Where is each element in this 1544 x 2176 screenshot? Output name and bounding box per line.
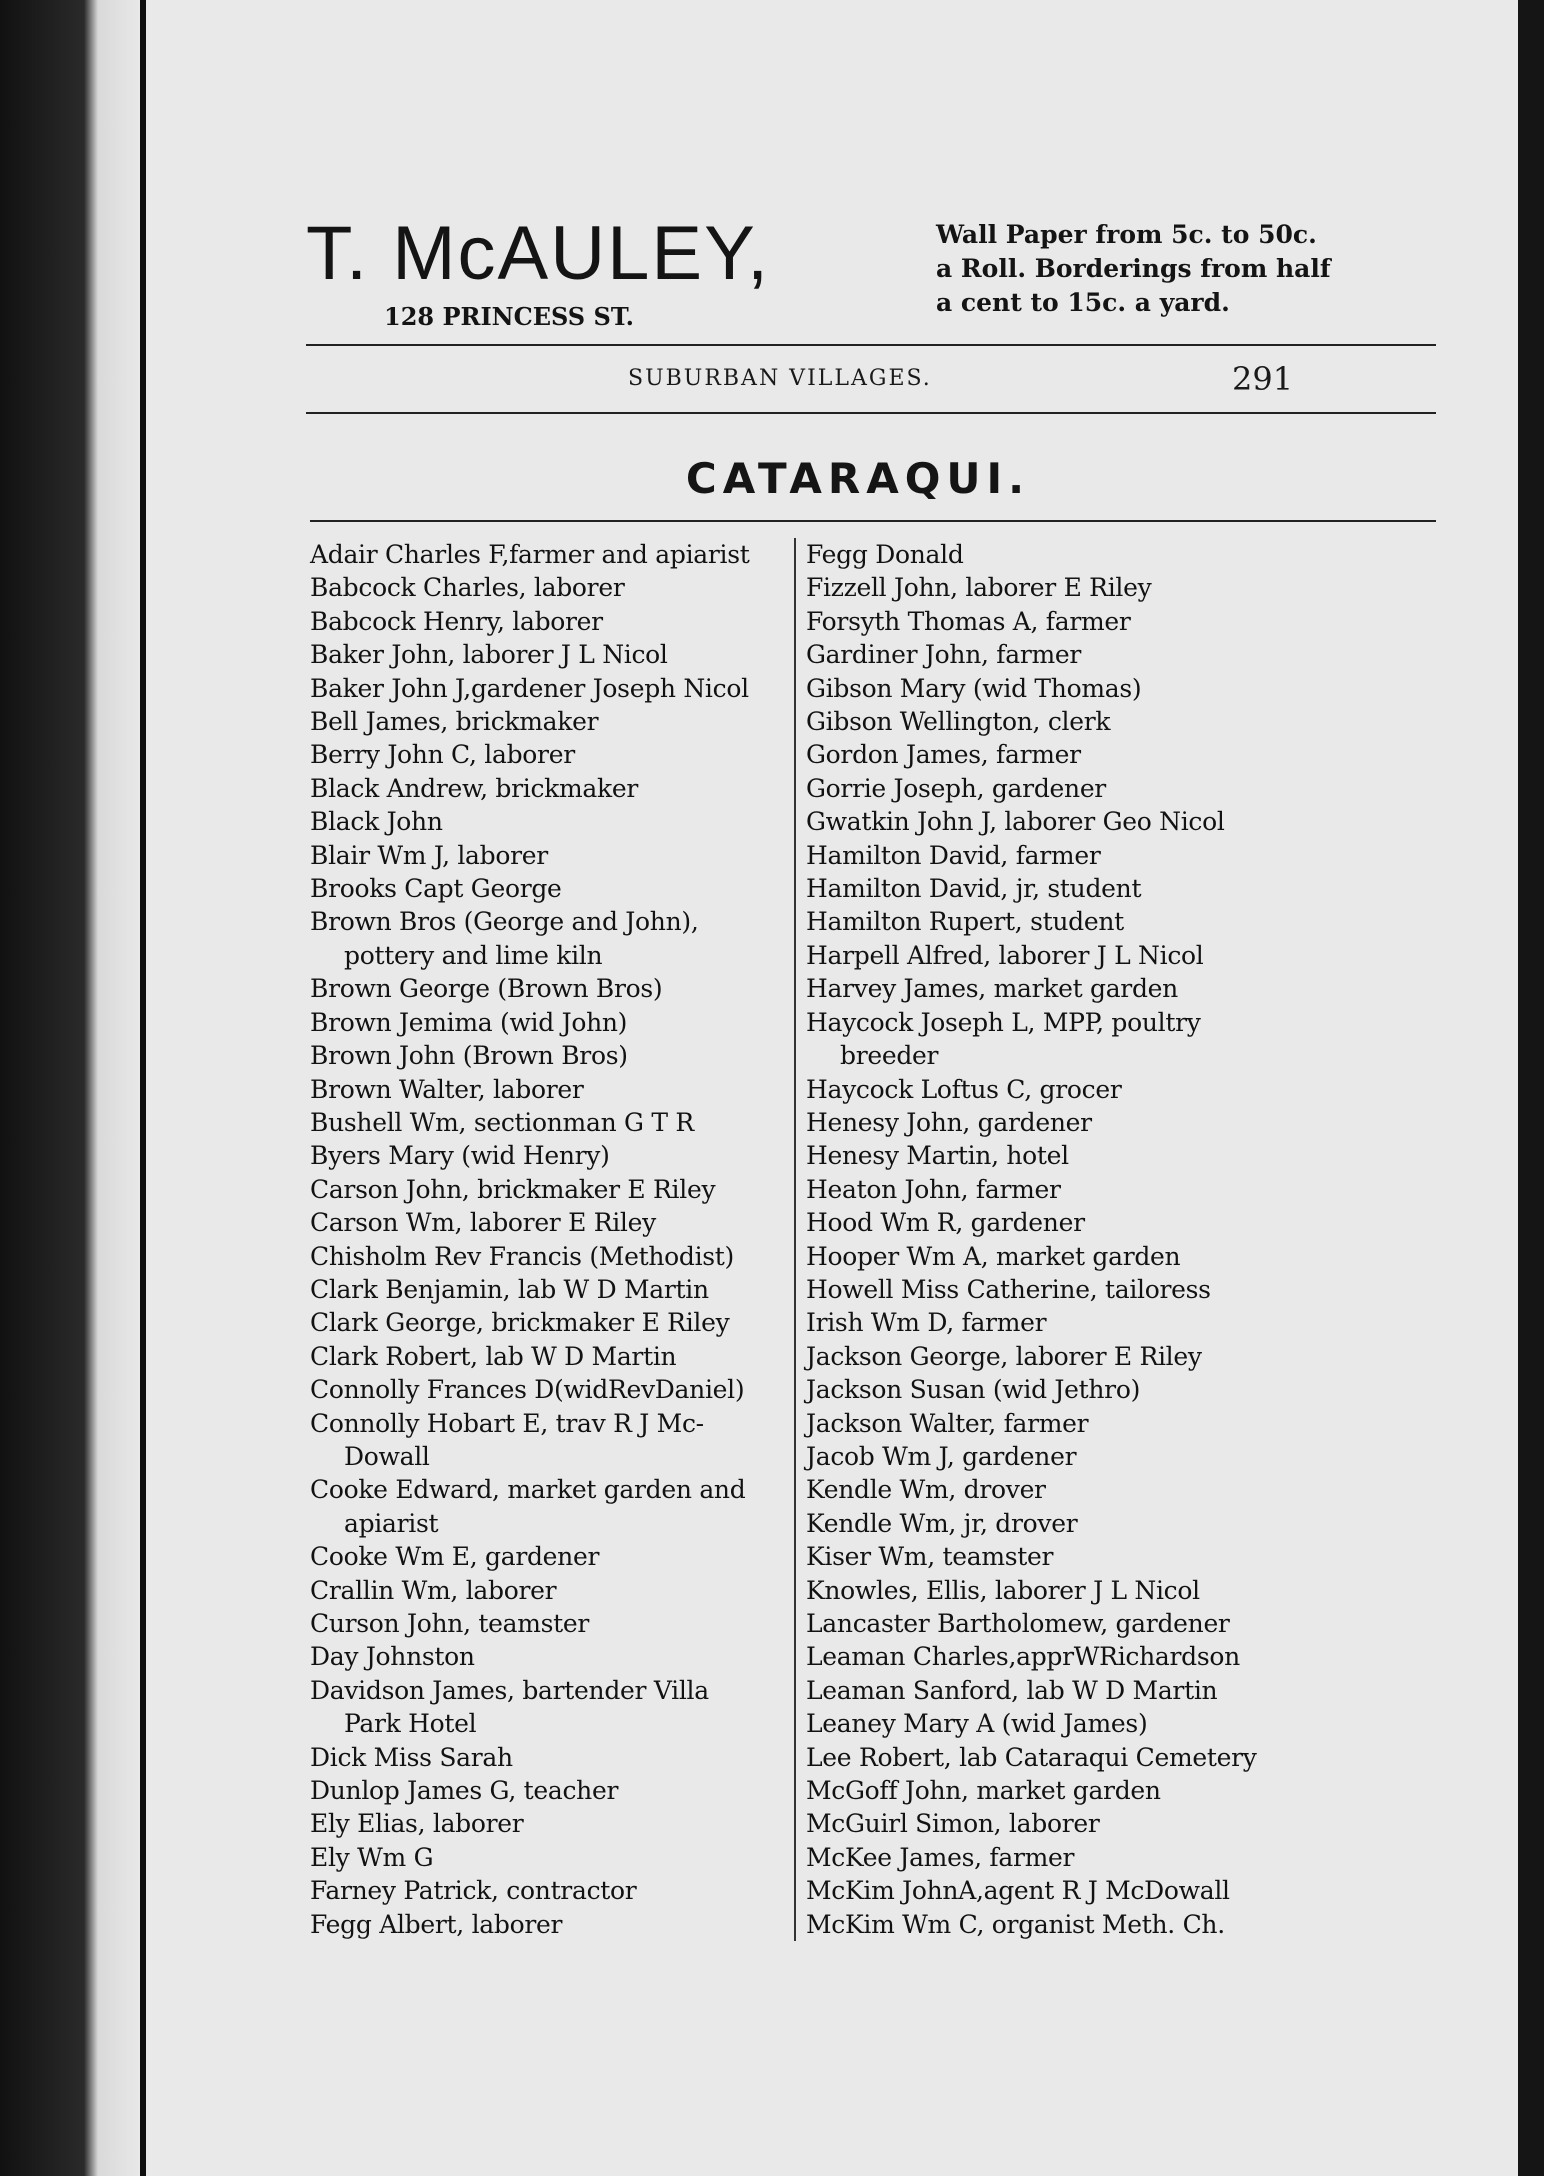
- directory-entry: Knowles, Ellis, laborer J L Nicol: [806, 1575, 1200, 1605]
- section-title: CATARAQUI.: [685, 454, 1031, 503]
- directory-entry: Connolly Frances D(widRevDaniel): [310, 1375, 745, 1405]
- directory-entry: Henesy Martin, hotel: [806, 1141, 1069, 1171]
- directory-entry: Jacob Wm J, gardener: [806, 1441, 1077, 1471]
- directory-entry: Hood Wm R, gardener: [806, 1208, 1085, 1238]
- directory-entry: Irish Wm D, farmer: [806, 1308, 1047, 1338]
- directory-entry: Ely Elias, laborer: [310, 1809, 524, 1839]
- advertiser-name: T. McAULEY,: [306, 211, 771, 296]
- directory-entry: breeder: [840, 1041, 939, 1071]
- directory-entry: Adair Charles F,farmer and apiarist: [310, 540, 750, 569]
- directory-entry: Hamilton Rupert, student: [806, 907, 1124, 937]
- advertisement-line: a Roll. Borderings from half: [936, 254, 1331, 283]
- directory-entry: Dowall: [344, 1441, 430, 1471]
- directory-entry: Leaney Mary A (wid James): [806, 1709, 1148, 1739]
- directory-entry: Gardiner John, farmer: [806, 640, 1082, 670]
- directory-entry: Harpell Alfred, laborer J L Nicol: [806, 940, 1204, 970]
- directory-entry: Carson John, brickmaker E Riley: [310, 1174, 716, 1204]
- directory-entry: Hamilton David, jr, student: [806, 874, 1142, 904]
- directory-entry: Black Andrew, brickmaker: [310, 773, 639, 803]
- directory-page: [140, 0, 1530, 2176]
- advertisement-line: a cent to 15c. a yard.: [936, 288, 1230, 317]
- directory-entry: Park Hotel: [344, 1709, 477, 1739]
- directory-entry: Lee Robert, lab Cataraqui Cemetery: [806, 1742, 1257, 1772]
- directory-entry: Bushell Wm, sectionman G T R: [310, 1107, 694, 1137]
- directory-entry: Jackson Walter, farmer: [806, 1408, 1089, 1438]
- directory-entry: Haycock Loftus C, grocer: [806, 1074, 1122, 1104]
- directory-entry: Blair Wm J, laborer: [310, 840, 548, 870]
- directory-entry: Connolly Hobart E, trav R J Mc-: [310, 1408, 704, 1438]
- directory-entry: Hamilton David, farmer: [806, 840, 1101, 870]
- directory-entry: Berry John C, laborer: [310, 740, 575, 770]
- directory-entry: Brown Jemima (wid John): [310, 1007, 628, 1037]
- directory-entry: Chisholm Rev Francis (Methodist): [310, 1241, 734, 1271]
- directory-entry: Brown George (Brown Bros): [310, 974, 663, 1004]
- directory-entry: Clark George, brickmaker E Riley: [310, 1308, 730, 1338]
- directory-entry: Leaman Sanford, lab W D Martin: [806, 1675, 1218, 1705]
- page-number: 291: [1232, 360, 1294, 398]
- directory-entry: McKee James, farmer: [806, 1842, 1075, 1872]
- directory-entry: Byers Mary (wid Henry): [310, 1141, 610, 1171]
- directory-entry: Gwatkin John J, laborer Geo Nicol: [806, 807, 1225, 837]
- directory-entry: Howell Miss Catherine, tailoress: [806, 1274, 1211, 1304]
- directory-entry: Clark Benjamin, lab W D Martin: [310, 1274, 709, 1304]
- header-rule-bottom: [306, 412, 1436, 414]
- running-title: SUBURBAN VILLAGES.: [628, 366, 932, 391]
- directory-entry: McGuirl Simon, laborer: [806, 1809, 1100, 1839]
- running-head: [146, 360, 1530, 400]
- directory-entry: Fegg Donald: [806, 540, 964, 569]
- directory-entry: Brooks Capt George: [310, 874, 562, 904]
- directory-entry: Hooper Wm A, market garden: [806, 1241, 1181, 1271]
- directory-entry: Bell James, brickmaker: [310, 707, 599, 737]
- directory-entry: Fizzell John, laborer E Riley: [806, 573, 1152, 603]
- directory-entry: McGoff John, market garden: [806, 1776, 1161, 1806]
- directory-entry: Cooke Wm E, gardener: [310, 1542, 600, 1572]
- directory-entry: Gordon James, farmer: [806, 740, 1081, 770]
- directory-entry: Babcock Henry, laborer: [310, 606, 603, 636]
- left-column: [310, 538, 792, 1941]
- scan-binding-shadow: [0, 0, 140, 2176]
- directory-entry: Day Johnston: [310, 1642, 475, 1672]
- directory-entry: Davidson James, bartender Villa: [310, 1675, 709, 1705]
- directory-entry: Curson John, teamster: [310, 1609, 590, 1638]
- scan-edge-shadow: [1518, 0, 1544, 2176]
- directory-entry: Jackson Susan (wid Jethro): [806, 1375, 1141, 1405]
- directory-entry: Brown Walter, laborer: [310, 1074, 584, 1104]
- directory-entry: Kendle Wm, drover: [806, 1475, 1046, 1505]
- directory-entry: Leaman Charles,apprWRichardson: [806, 1642, 1240, 1672]
- advertiser-address: 128 PRINCESS ST.: [384, 302, 634, 331]
- advertisement-line: Wall Paper from 5c. to 50c.: [936, 220, 1317, 249]
- directory-entry: Baker John J,gardener Joseph Nicol: [310, 673, 749, 703]
- directory-entry: Crallin Wm, laborer: [310, 1575, 557, 1605]
- directory-entry: Farney Patrick, contractor: [310, 1876, 637, 1906]
- directory-entry: Heaton John, farmer: [806, 1174, 1061, 1204]
- directory-entry: Baker John, laborer J L Nicol: [310, 640, 668, 670]
- directory-entry: Gibson Mary (wid Thomas): [806, 673, 1142, 703]
- directory-entry: Black John: [310, 807, 443, 837]
- directory-entry: Ely Wm G: [310, 1842, 434, 1872]
- directory-entry: Cooke Edward, market garden and: [310, 1475, 746, 1505]
- directory-entry: pottery and lime kiln: [344, 940, 603, 970]
- directory-entry: Henesy John, gardener: [806, 1107, 1092, 1137]
- section-rule: [310, 520, 1436, 522]
- directory-entry: Brown Bros (George and John),: [310, 907, 699, 937]
- directory-entry: Carson Wm, laborer E Riley: [310, 1208, 656, 1238]
- directory-entry: Brown John (Brown Bros): [310, 1041, 628, 1071]
- directory-entry: Kendle Wm, jr, drover: [806, 1508, 1078, 1538]
- directory-entry: McKim Wm C, organist Meth. Ch.: [806, 1909, 1225, 1939]
- advertisement: [306, 210, 1446, 340]
- directory-entry: Kiser Wm, teamster: [806, 1542, 1054, 1572]
- directory-entry: McKim JohnA,agent R J McDowall: [806, 1876, 1230, 1906]
- directory-entry: Fegg Albert, laborer: [310, 1909, 563, 1939]
- directory-entry: Gorrie Joseph, gardener: [806, 773, 1106, 803]
- directory-entry: Babcock Charles, laborer: [310, 573, 625, 603]
- directory-entry: Haycock Joseph L, MPP, poultry: [806, 1007, 1201, 1037]
- directory-entry: Dick Miss Sarah: [310, 1742, 513, 1772]
- directory-entry: Forsyth Thomas A, farmer: [806, 606, 1131, 636]
- header-rule-top: [306, 344, 1436, 346]
- advertisement-text: [936, 218, 1456, 320]
- directory-entry: Jackson George, laborer E Riley: [806, 1341, 1202, 1371]
- directory-entry: apiarist: [344, 1508, 439, 1538]
- directory-entry: Lancaster Bartholomew, gardener: [806, 1609, 1230, 1638]
- right-column: [794, 538, 1456, 1941]
- directory-entry: Gibson Wellington, clerk: [806, 707, 1111, 737]
- directory-entry: Harvey James, market garden: [806, 974, 1178, 1004]
- directory-entry: Clark Robert, lab W D Martin: [310, 1341, 677, 1371]
- directory-entry: Dunlop James G, teacher: [310, 1776, 619, 1806]
